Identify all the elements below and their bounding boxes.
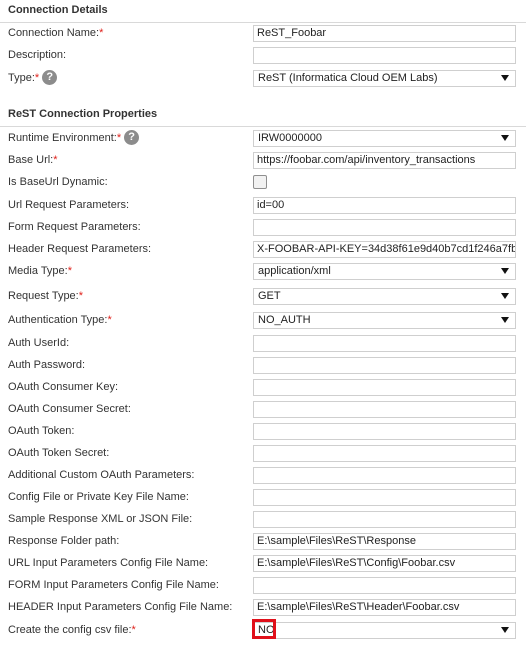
rest-properties-title: ReST Connection Properties (8, 108, 158, 120)
response-folder-row (0, 530, 526, 552)
type-label: Type:* ? (8, 67, 57, 89)
chevron-down-icon (501, 317, 509, 323)
description-row (0, 44, 526, 66)
auth-type-select[interactable] (253, 312, 516, 329)
config-file-input[interactable] (253, 489, 516, 506)
header-request-params-label: Header Request Parameters: (8, 243, 152, 255)
help-icon[interactable]: ? (42, 70, 57, 85)
runtime-env-label: Runtime Environment:* ? (8, 127, 139, 149)
auth-password-input[interactable] (253, 357, 516, 374)
sample-response-label: Sample Response XML or JSON File: (8, 513, 193, 525)
auth-type-value: NO_AUTH (258, 314, 311, 326)
runtime-env-value: IRW0000000 (258, 132, 323, 144)
sample-response-row (0, 508, 526, 530)
oauth-consumer-secret-row (0, 398, 526, 420)
connection-details-title: Connection Details (8, 4, 108, 16)
connection-name-label: Connection Name:* (8, 27, 104, 39)
header-input-config-row (0, 596, 526, 618)
media-type-value: application/xml (258, 265, 331, 277)
oauth-token-label: OAuth Token: (8, 425, 75, 437)
auth-userid-label: Auth UserId: (8, 337, 70, 349)
media-type-select[interactable] (253, 263, 516, 280)
request-type-row (0, 285, 526, 307)
header-request-params-row (0, 238, 526, 260)
description-input[interactable] (253, 47, 516, 64)
request-type-label: Request Type:* (8, 290, 84, 302)
chevron-down-icon (501, 135, 509, 141)
base-url-input[interactable] (253, 152, 516, 169)
rest-properties-header (0, 104, 526, 127)
form-input-config-row (0, 574, 526, 596)
response-folder-input[interactable] (253, 533, 516, 550)
media-type-label: Media Type:* (8, 265, 73, 277)
config-file-row (0, 486, 526, 508)
form-request-params-input[interactable] (253, 219, 516, 236)
create-config-value: NO (258, 624, 275, 636)
auth-type-row (0, 309, 526, 331)
form-request-params-label: Form Request Parameters: (8, 221, 141, 233)
form-input-config-label: FORM Input Parameters Config File Name: (8, 579, 219, 591)
oauth-consumer-secret-label: OAuth Consumer Secret: (8, 403, 131, 415)
header-request-params-input[interactable] (253, 241, 516, 258)
chevron-down-icon (501, 268, 509, 274)
url-input-config-row (0, 552, 526, 574)
url-input-config-input[interactable] (253, 555, 516, 572)
description-label: Description: (8, 49, 67, 61)
base-url-label: Base Url:* (8, 154, 58, 166)
chevron-down-icon (501, 293, 509, 299)
create-config-label: Create the config csv file:* (8, 624, 136, 636)
oauth-token-secret-label: OAuth Token Secret: (8, 447, 110, 459)
connection-name-row (0, 22, 526, 44)
oauth-token-secret-input[interactable] (253, 445, 516, 462)
header-input-config-input[interactable] (253, 599, 516, 616)
connection-name-input[interactable] (253, 25, 516, 42)
oauth-consumer-key-label: OAuth Consumer Key: (8, 381, 119, 393)
sample-response-input[interactable] (253, 511, 516, 528)
request-type-select[interactable] (253, 288, 516, 305)
base-url-dynamic-label: Is BaseUrl Dynamic: (8, 176, 108, 188)
additional-oauth-row (0, 464, 526, 486)
create-config-row (0, 619, 526, 641)
url-request-params-label: Url Request Parameters: (8, 199, 130, 211)
base-url-dynamic-row (0, 171, 526, 193)
type-select[interactable] (253, 70, 516, 87)
chevron-down-icon (501, 627, 509, 633)
auth-password-label: Auth Password: (8, 359, 86, 371)
oauth-token-secret-row (0, 442, 526, 464)
oauth-consumer-key-input[interactable] (253, 379, 516, 396)
auth-password-row (0, 354, 526, 376)
create-config-select[interactable] (253, 622, 516, 639)
runtime-env-select[interactable] (253, 130, 516, 147)
form-request-params-row (0, 216, 526, 238)
auth-type-label: Authentication Type:* (8, 314, 112, 326)
config-file-label: Config File or Private Key File Name: (8, 491, 189, 503)
oauth-token-row (0, 420, 526, 442)
connection-details-header (0, 0, 526, 23)
url-input-config-label: URL Input Parameters Config File Name: (8, 557, 209, 569)
auth-userid-row (0, 332, 526, 354)
additional-oauth-input[interactable] (253, 467, 516, 484)
type-row (0, 67, 526, 89)
media-type-row (0, 260, 526, 282)
auth-userid-input[interactable] (253, 335, 516, 352)
runtime-env-row (0, 127, 526, 149)
oauth-consumer-secret-input[interactable] (253, 401, 516, 418)
url-request-params-input[interactable] (253, 197, 516, 214)
base-url-row (0, 149, 526, 171)
type-select-value: ReST (Informatica Cloud OEM Labs) (258, 72, 438, 84)
help-icon[interactable]: ? (124, 130, 139, 145)
response-folder-label: Response Folder path: (8, 535, 120, 547)
form-input-config-input[interactable] (253, 577, 516, 594)
header-input-config-label: HEADER Input Parameters Config File Name: (8, 601, 233, 613)
url-request-params-row (0, 194, 526, 216)
oauth-consumer-key-row (0, 376, 526, 398)
base-url-dynamic-checkbox[interactable] (253, 175, 267, 189)
oauth-token-input[interactable] (253, 423, 516, 440)
additional-oauth-label: Additional Custom OAuth Parameters: (8, 469, 195, 481)
request-type-value: GET (258, 290, 281, 302)
chevron-down-icon (501, 75, 509, 81)
